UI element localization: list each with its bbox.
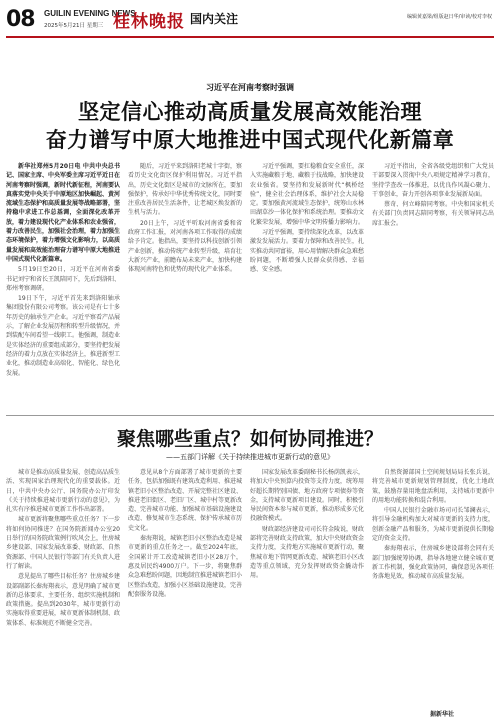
article2-byline: 据新华社 xyxy=(429,711,454,718)
masthead xyxy=(0,0,500,36)
article2-column-2 xyxy=(128,468,242,716)
article1-kicker: 习近平在河南考察时强调 xyxy=(206,83,294,92)
paper-logo: 桂林晚报 xyxy=(113,12,185,32)
article1-paragraph: 蔡奇、何立峰陪同考察。中央和国家机关有关部门负责同志陪同考察，有关领导同志出席汇报会。 xyxy=(372,201,494,227)
article2-paragraph: 城市更新将聚焦哪些重点任务？下一步将如何协同推进？在国务院新闻办公室20日举行的国务院政策例行吹风会上，住房城乡建设部、国家发展改革委、财政部、自然资源部、中国人民银行等部门有关负责人进行了解读。 xyxy=(6,516,120,570)
section-title: 国内关注 xyxy=(190,12,239,26)
article1-paragraph: 5月19日至20日，习近平在河南省委书记刘宁和省长王凯陪同下，先后到洛阳、郑州考察调研。 xyxy=(6,266,120,292)
article2-paragraph: 秦海翔表示，住房城乡建设部将会同有关部门加强统筹协调，指导各地建立健全城市更新工作机制，强化政策协同，确保意见各项任务落地见效，推动城市高质量发展。 xyxy=(372,545,494,581)
article2-paragraph: 秦海翔说，城镇老旧小区整治改造是城市更新的重点任务之一。截至2024年底，全国累计开工改造城镇老旧小区28万个，惠及居民约4900万户。下一步，将聚焦群众急难愁盼问题，因地制宜推进城镇老旧小区整治改造，加强小区基础设施建设，完善配套服务设施。 xyxy=(128,535,242,598)
article1-column-1 xyxy=(6,162,120,406)
article2-paragraph: 意见从8个方面部署了城市更新的主要任务，包括加强既有建筑改造利用、推进城镇老旧小区整治改造、开展完整社区建设、推进老旧街区、老旧厂区、城中村等更新改造、完善城市功能、加强城市基础设施建设改造、修复城市生态系统、保护传承城市历史文化。 xyxy=(128,469,242,532)
article2-paragraph: 意见提出了哪些目标任务？住房城乡建设部副部长秦海翔表示，意见明确了城市更新的总体要求、主要任务、组织实施机制和政策措施。提出到2030年，城市更新行动实施取得重要进展，城市更新体制机制、政策体系、标准规范不断健全完善。 xyxy=(6,573,120,627)
article2-paragraph: 国家发展改革委副秘书长杨荫凯表示，将加大中央预算内投资等支持力度，统筹用好超长期特别国债、地方政府专项债券等资金，支持城市更新项目建设。同时，积极引导民间资本参与城市更新，推动形成多元化投融资模式。 xyxy=(250,469,364,523)
article1-paragraph: 习近平强调，要持续深化改革，以改革激发发展活力。要着力保障和改善民生，扎实推动共同富裕，用心用情解决群众急难愁盼问题，不断增强人民群众获得感、幸福感、安全感。 xyxy=(250,229,364,274)
article2-paragraph: 财政部经济建设司司长符金陵说，财政部将完善财政支持政策，加大中央财政资金支持力度，支持地方实施城市更新行动，聚焦城市地下管网更新改造、城镇老旧小区改造等重点领域，充分发挥财政资金撬动作用。 xyxy=(250,525,364,580)
article2-column-3 xyxy=(250,468,364,716)
issue-date: 2025年5月21日 星期三 xyxy=(44,23,104,29)
section-divider xyxy=(6,415,494,416)
page-number: 08 xyxy=(6,7,35,32)
article1-column-4 xyxy=(372,162,494,406)
paper-brand-english: GUILIN EVENING NEWS xyxy=(44,9,136,18)
article2-column-1 xyxy=(6,468,120,716)
article1-paragraph: 随后，习近平来到洛阳老城十字街，察看历史文化街区保护利用情况。习近平指出，历史文化街区是城市的文脉所在，要加强保护，传承好中华优秀传统文化，同时要注重改善居民生活条件，让老城区焕发新的生机与活力。 xyxy=(128,163,242,217)
article1-column-2 xyxy=(128,162,242,406)
article2-column-4 xyxy=(372,468,494,704)
article1-paragraph: 19日下午，习近平首先来到洛阳轴承集团股份有限公司考察。该公司是有七十多年历史的轴承生产企业。习近平察看产品展示，了解企业发展历程和转型升级情况，并到装配车间看望一线职工。他强调，制造业是实体经济的重要组成部分，要坚持把发展经济的着力点放在实体经济上，推进新型工业化，推动制造业高端化、智能化、绿色化发展。 xyxy=(6,295,120,377)
article1-paragraph: 新华社郑州5月20日电 中共中央总书记、国家主席、中央军委主席习近平近日在河南考察时强调，新时代新征程，河南要认真落实党中央关于中原地区加快崛起、黄河流域生态保护和高质量发展等战略部署，坚持稳中求进工作总基调，全面深化改革开放，着力建设现代化产业体系和农业强省，着力改善民生，加强社会治理，着力加强生态环境保护，着力增强文化影响力，以高质量发展和高效能治理奋力谱写中原大地推进中国式现代化新篇章。 xyxy=(6,163,120,263)
article1-headline-line2: 奋力谱写中原大地推进中国式现代化新篇章 xyxy=(45,128,455,152)
article1-headline-line1: 坚定信心推动高质量发展高效能治理 xyxy=(78,100,422,124)
masthead-rule xyxy=(6,36,494,38)
article1-paragraph: 习近平指出，全省各级党组织和广大党员干部要深入贯彻中央八项规定精神学习教育，坚持学查改一体推进，以优良作风凝心聚力、干事创业，奋力开创各项事业发展新局面。 xyxy=(372,163,494,198)
article2-kicker: ——五部门详解《关于持续推进城市更新行动的意见》 xyxy=(166,453,334,461)
article1-paragraph: 习近平强调，要扛稳粮食安全重任，深入实施藏粮于地、藏粮于技战略，加快建设农业强省。要坚持和发展新时代“枫桥经验”，健全社会治理体系，维护社会大局稳定。要加强黄河流域生态保护，统筹山水林田湖草沙一体化保护和系统治理。要推动文化繁荣发展，增强中华文明传播力影响力。 xyxy=(250,163,364,226)
article2-paragraph: 中国人民银行金融市场司司长邹澜表示，将引导金融机构加大对城市更新的支持力度，创新金融产品和服务，为城市更新提供长期稳定的资金支持。 xyxy=(372,507,494,543)
article2-paragraph: 自然资源部国土空间规划局局长张兵说，将完善城市更新规划管理制度，优化土地政策，鼓励存量用地盘活利用，支持城市更新中的用地功能转换和混合利用。 xyxy=(372,469,494,504)
article1-paragraph: 20日上午，习近平听取河南省委和省政府工作汇报，对河南各项工作取得的成绩给予肯定。他指出，要坚持以科技创新引领产业创新，推动传统产业转型升级，培育壮大新兴产业，前瞻布局未来产业，加快构建体现河南特色和优势的现代化产业体系。 xyxy=(128,219,242,274)
article2-paragraph: 城市是推动高质量发展、创造高品质生活、实现国家治理现代化的重要载体。近日，中共中央办公厅、国务院办公厅印发《关于持续推进城市更新行动的意见》，为扎实有序推进城市更新工作作出部署。 xyxy=(6,469,120,514)
editor-credits: 编辑黄嘉梁/组版赵日华/审读/校对李权 xyxy=(406,14,492,20)
article2-headline: 聚焦哪些重点？如何协同推进？ xyxy=(116,428,383,450)
article1-column-3 xyxy=(250,162,364,406)
